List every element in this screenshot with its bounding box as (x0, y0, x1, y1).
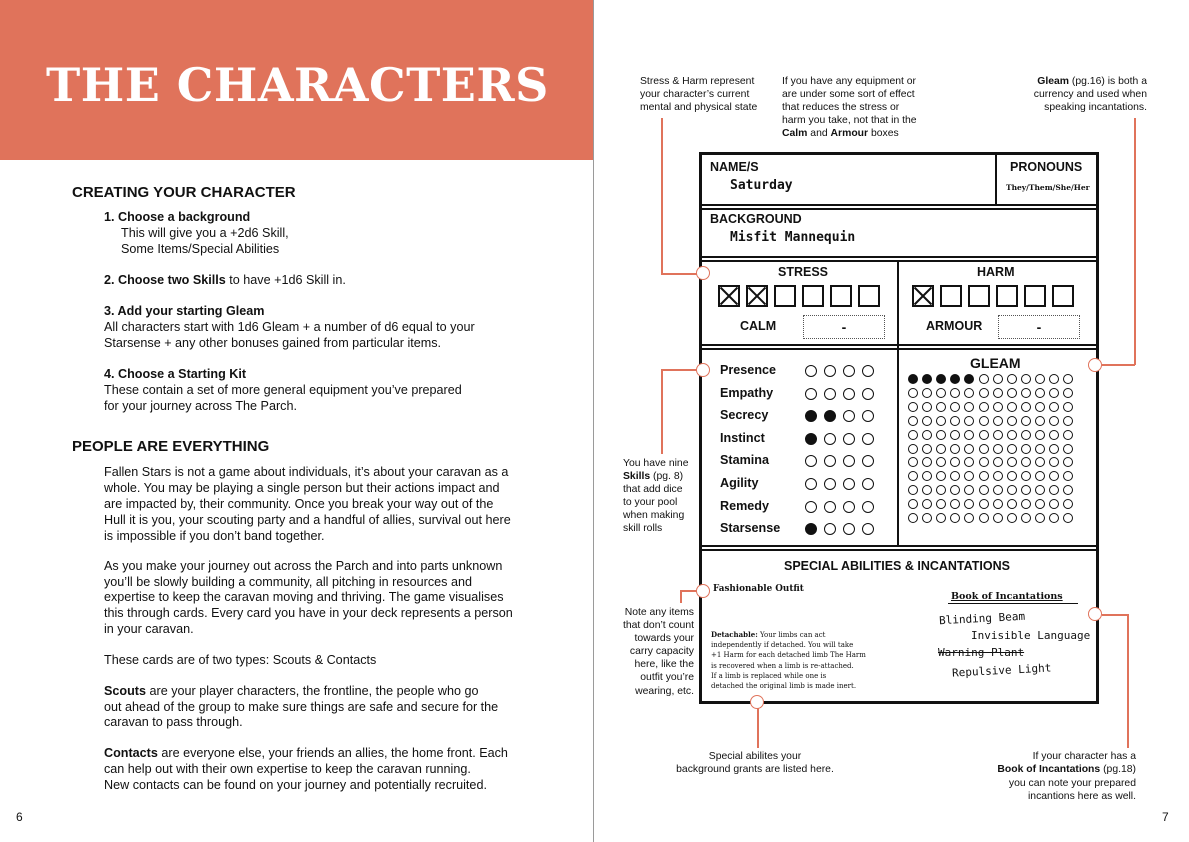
gleam-dot[interactable] (993, 388, 1003, 398)
gleam-dot[interactable] (1035, 444, 1045, 454)
annotation-line: Note any items (624, 607, 694, 618)
gleam-dot[interactable] (1007, 444, 1017, 454)
annotation-line: If you have any equipment or (782, 76, 917, 87)
gleam-dot[interactable] (993, 416, 1003, 426)
annotation-line: your character’s current (640, 89, 750, 100)
page-number-left: 6 (16, 810, 23, 824)
gleam-dot[interactable] (1035, 430, 1045, 440)
annotation-line: You have nine (623, 458, 689, 469)
skill-dot[interactable] (805, 365, 817, 377)
gleam-dot[interactable] (1063, 388, 1073, 398)
gleam-dot[interactable] (922, 444, 932, 454)
gleam-dot[interactable] (979, 457, 989, 467)
scouts-term: Scouts (104, 684, 146, 698)
armour-label: ARMOUR (926, 319, 983, 333)
step-4-line-1: These contain a set of more general equipment you’ve prepared (104, 383, 462, 397)
gleam-dot[interactable] (1007, 499, 1017, 509)
para-5-line: New contacts can be found on your journey and potentially recruited. (104, 778, 487, 792)
gleam-dot[interactable] (908, 388, 918, 398)
harm-box[interactable] (996, 285, 1018, 307)
annotation-text: (pg.18) (1100, 764, 1136, 775)
annotation-line: background grants are listed here. (676, 764, 834, 775)
gleam-dot[interactable] (993, 457, 1003, 467)
gleam-dot[interactable] (1007, 402, 1017, 412)
stress-box[interactable] (830, 285, 852, 307)
gleam-dot[interactable] (950, 430, 960, 440)
title-banner (0, 0, 593, 160)
skill-dot[interactable] (862, 433, 874, 445)
para-4-line (104, 684, 479, 700)
gleam-dot[interactable] (936, 416, 946, 426)
step-1-title: 1. Choose a background (104, 210, 251, 224)
para-1-line: Fallen Stars is not a game about individuals, it’s about your caravan as a (104, 465, 509, 479)
gleam-dot[interactable] (1049, 388, 1059, 398)
gleam-dot[interactable] (922, 416, 932, 426)
gleam-term: Gleam (1037, 76, 1070, 87)
detachable-term: Detachable: (711, 630, 758, 639)
gleam-dot[interactable] (993, 430, 1003, 440)
skill-dot[interactable] (824, 501, 836, 513)
gleam-dot[interactable] (1049, 444, 1059, 454)
skill-dot[interactable] (824, 365, 836, 377)
annotation-line: that reduces the stress or (782, 102, 900, 113)
detachable-text: Your limbs can act (757, 631, 826, 639)
gleam-dot[interactable] (1049, 374, 1059, 384)
skill-dot[interactable] (824, 478, 836, 490)
gleam-dot[interactable] (908, 402, 918, 412)
gleam-dot[interactable] (1007, 374, 1017, 384)
book-term: Book of Incantations (997, 764, 1101, 775)
gleam-dot[interactable] (1063, 402, 1073, 412)
gleam-dot[interactable] (1035, 499, 1045, 509)
skill-dot[interactable] (862, 501, 874, 513)
harm-box[interactable] (912, 285, 934, 307)
incantation-4: Repulsive Light (951, 661, 1052, 680)
para-5-line: can help out with their own expertise to keep the caravan running. (104, 762, 471, 776)
book-of-incantations-title: Book of Incantations (951, 591, 1063, 602)
gleam-dot[interactable] (1007, 471, 1017, 481)
gleam-dot[interactable] (950, 444, 960, 454)
skills-term: Skills (623, 471, 651, 482)
para-2-line: you’ll be slowly building a community, all pitching in resources and (104, 575, 472, 589)
annotation-line (782, 127, 899, 140)
annotation-line: harm you take, not that in the (782, 115, 917, 126)
detachable-ability (711, 630, 866, 691)
annotation-line: wearing, etc. (635, 686, 694, 697)
annotation-line: that add dice (623, 484, 683, 495)
gleam-dot[interactable] (1007, 430, 1017, 440)
gleam-dot[interactable] (964, 430, 974, 440)
harm-box[interactable] (1024, 285, 1046, 307)
gleam-dot[interactable] (936, 444, 946, 454)
gleam-dot[interactable] (1021, 388, 1031, 398)
callout-ring-gleam (1088, 358, 1102, 372)
annotation-line: to your pool (623, 497, 678, 508)
skill-dot[interactable] (862, 388, 874, 400)
annotation-line: incantions here as well. (1027, 791, 1136, 802)
para-4-line: caravan to pass through. (104, 715, 243, 729)
callout-ring-book (1088, 607, 1102, 621)
annotation-line: that don’t count (622, 620, 694, 631)
section-heading-creating: CREATING YOUR CHARACTER (72, 184, 296, 201)
gleam-dot[interactable] (1021, 444, 1031, 454)
annotation-line: skill rolls (623, 523, 663, 534)
armour-term: Armour (830, 128, 869, 139)
step-3-line-1: All characters start with 1d6 Gleam + a number of d6 equal to your (104, 320, 475, 334)
detachable-line: +1 Harm for each detached limb The Harm (711, 651, 866, 660)
detachable-line: independently if detached. You will take (711, 641, 854, 650)
skill-empathy: Empathy (720, 385, 774, 400)
para-2-line: As you make your journey out across the Parch and into parts unknown (104, 559, 503, 573)
gleam-dot[interactable] (1035, 388, 1045, 398)
harm-box[interactable] (968, 285, 990, 307)
skill-remedy: Remedy (720, 498, 769, 513)
section-heading-people: PEOPLE ARE EVERYTHING (72, 438, 270, 455)
gleam-dot[interactable] (1035, 402, 1045, 412)
step-3-line-2: Starsense + any other bonuses gained from particular items. (104, 336, 442, 350)
gleam-dot[interactable] (979, 499, 989, 509)
annotation-line: when making (623, 510, 685, 521)
outfit-item: Fashionable Outfit (713, 584, 804, 594)
gleam-dot[interactable] (908, 444, 918, 454)
gleam-dot[interactable] (922, 402, 932, 412)
gleam-dot[interactable] (1035, 513, 1045, 523)
annotation-text: and (807, 128, 831, 139)
gleam-dot[interactable] (993, 471, 1003, 481)
skill-dot[interactable] (843, 478, 855, 490)
incantation-1: Blinding Beam (938, 609, 1026, 628)
gleam-dot[interactable] (908, 430, 918, 440)
step-4-line-2: for your journey across The Parch. (104, 399, 297, 413)
annotation-line: mental and physical state (640, 102, 758, 113)
skill-instinct: Instinct (720, 430, 765, 445)
skill-dot[interactable] (805, 388, 817, 400)
gleam-dot[interactable] (979, 513, 989, 523)
harm-box[interactable] (940, 285, 962, 307)
gleam-dot[interactable] (979, 471, 989, 481)
background-value: Misfit Mannequin (730, 230, 856, 245)
gleam-dot[interactable] (936, 430, 946, 440)
skill-agility: Agility (720, 476, 759, 490)
step-1-line-1: This will give you a +2d6 Skill, (121, 226, 289, 240)
step-2 (104, 273, 346, 289)
gleam-dot[interactable] (1007, 513, 1017, 523)
annotation-text: (pg.16) is both a (1069, 76, 1147, 87)
gleam-dot[interactable] (908, 374, 918, 384)
gleam-dot[interactable] (936, 402, 946, 412)
stress-box[interactable] (858, 285, 880, 307)
gleam-dot[interactable] (993, 513, 1003, 523)
incantation-2: Invisible Language (971, 629, 1091, 642)
calm-label: CALM (740, 319, 777, 333)
pronouns-label: PRONOUNS (1010, 160, 1083, 174)
step-2-rest: to have +1d6 Skill in. (225, 273, 346, 287)
gleam-dot[interactable] (979, 416, 989, 426)
para-4-text: are your player characters, the frontline, the people who go (146, 684, 479, 698)
stress-box[interactable] (746, 285, 768, 307)
stress-label: STRESS (778, 265, 829, 279)
skill-dot[interactable] (843, 433, 855, 445)
skill-dot[interactable] (843, 501, 855, 513)
para-2-line: this through cards. Every card you have in your deck represents a person (104, 606, 513, 620)
skill-presence: Presence (720, 363, 777, 377)
gleam-dot[interactable] (950, 416, 960, 426)
annotation-line: carry capacity (629, 646, 694, 657)
gleam-dot[interactable] (993, 499, 1003, 509)
annotation-line: If your character has a (1032, 751, 1136, 762)
gleam-dot[interactable] (979, 388, 989, 398)
gleam-dot[interactable] (1049, 402, 1059, 412)
paragraph-3: These cards are of two types: Scouts & Contacts (104, 653, 377, 667)
gleam-dot[interactable] (922, 430, 932, 440)
annotation-text: (pg. 8) (650, 471, 684, 482)
step-3-title: 3. Add your starting Gleam (104, 304, 265, 318)
gleam-dot[interactable] (1063, 444, 1073, 454)
step-1-line-2: Some Items/Special Abilities (121, 242, 280, 256)
gleam-dot[interactable] (993, 402, 1003, 412)
stress-box[interactable] (774, 285, 796, 307)
annotation-text: boxes (868, 128, 899, 139)
annotation-line: here, like the (634, 659, 694, 670)
gleam-dot[interactable] (1021, 513, 1031, 523)
gleam-dot[interactable] (1035, 416, 1045, 426)
gleam-dot[interactable] (1035, 374, 1045, 384)
gleam-dot[interactable] (1063, 416, 1073, 426)
skill-dot[interactable] (843, 388, 855, 400)
gleam-dot[interactable] (1021, 374, 1031, 384)
callout-ring-skills (696, 363, 710, 377)
detachable-line (711, 630, 866, 640)
special-abilities-label: SPECIAL ABILITIES & INCANTATIONS (784, 559, 1010, 573)
gleam-dot[interactable] (1021, 430, 1031, 440)
left-page (0, 0, 594, 842)
gleam-dot[interactable] (993, 485, 1003, 495)
callout-ring-stress (696, 266, 710, 280)
incantation-3: Warning Plant (938, 646, 1025, 659)
para-4-line: out ahead of the group to make sure things are safe and secure for the (104, 700, 499, 714)
callout-ring-items (696, 584, 710, 598)
gleam-dot[interactable] (979, 374, 989, 384)
harm-label: HARM (977, 265, 1015, 279)
contacts-term: Contacts (104, 746, 158, 760)
gleam-dot[interactable] (1049, 416, 1059, 426)
gleam-label: GLEAM (970, 355, 1021, 371)
skill-dot[interactable] (824, 388, 836, 400)
para-5-line (104, 746, 508, 762)
gleam-dot[interactable] (1049, 430, 1059, 440)
para-2-line: in your caravan. (104, 622, 194, 636)
gleam-dot[interactable] (964, 444, 974, 454)
skill-starsense: Starsense (720, 521, 781, 536)
gleam-dot[interactable] (979, 485, 989, 495)
pronouns-value: They/Them/She/Her (1006, 183, 1090, 192)
skill-dot[interactable] (805, 501, 817, 513)
skill-dot[interactable] (862, 478, 874, 490)
stress-box[interactable] (718, 285, 740, 307)
skill-secrecy: Secrecy (720, 408, 769, 423)
armour-value[interactable]: - (998, 315, 1080, 339)
step-4-title: 4. Choose a Starting Kit (104, 367, 247, 381)
calm-term: Calm (782, 128, 808, 139)
gleam-dot[interactable] (993, 444, 1003, 454)
detachable-line: is recovered when a limb is re-attached. (711, 661, 854, 670)
skill-dot[interactable] (824, 433, 836, 445)
page-title: THE CHARACTERS (46, 58, 549, 112)
skill-dot[interactable] (805, 478, 817, 490)
para-1-line: Hull it is you, your scouting party and a handful of allies, survival out here (104, 513, 511, 527)
annotation-line: you can note your prepared (1008, 778, 1136, 789)
gleam-dot[interactable] (979, 402, 989, 412)
para-1-line: are impacted by, their community. Once you break your way out of the (104, 497, 494, 511)
annotation-line (997, 763, 1136, 776)
gleam-dot[interactable] (1007, 416, 1017, 426)
gleam-dot[interactable] (1049, 513, 1059, 523)
annotation-line: outfit you’re (640, 672, 694, 683)
annotation-line (1037, 75, 1147, 88)
gleam-dot[interactable] (1007, 388, 1017, 398)
gleam-dot[interactable] (908, 416, 918, 426)
gleam-dot[interactable] (1021, 402, 1031, 412)
para-5-text: are everyone else, your friends an allies, the home front. Each (157, 746, 508, 760)
name-label: NAME/S (710, 160, 759, 174)
gleam-dot[interactable] (979, 430, 989, 440)
background-label: BACKGROUND (710, 212, 802, 226)
gleam-dot[interactable] (922, 388, 932, 398)
annotation-line (623, 470, 683, 483)
harm-box[interactable] (1052, 285, 1074, 307)
gleam-dot[interactable] (1007, 485, 1017, 495)
callout-ring-special (750, 695, 764, 709)
annotation-line: towards your (634, 633, 694, 644)
skill-dot[interactable] (862, 365, 874, 377)
gleam-dot[interactable] (993, 374, 1003, 384)
skill-dot[interactable] (805, 433, 817, 445)
annotation-line: speaking incantations. (1044, 102, 1147, 113)
para-1-line: is impossible if you don’t band together. (104, 529, 325, 543)
annotation-line: Special abilites your (708, 751, 802, 762)
skill-stamina: Stamina (720, 453, 769, 468)
annotation-line: currency and used when (1033, 89, 1147, 100)
name-value: Saturday (730, 178, 793, 193)
gleam-dot[interactable] (908, 513, 918, 523)
annotation-line: are under some sort of effect (782, 89, 915, 100)
skill-dot[interactable] (843, 365, 855, 377)
step-2-title: 2. Choose two Skills (104, 273, 226, 287)
gleam-dot[interactable] (1021, 485, 1031, 495)
page-number-right: 7 (1162, 810, 1169, 824)
gleam-dot[interactable] (979, 444, 989, 454)
calm-value[interactable]: - (803, 315, 885, 339)
para-1-line: whole. You may be playing a single person but their actions impact and (104, 481, 500, 495)
para-2-line: expertise to keep the caravan moving and thriving. The game visualises (104, 590, 504, 604)
gleam-dot[interactable] (1063, 430, 1073, 440)
detachable-line: If a limb is replaced while one is (711, 671, 827, 680)
annotation-line: Stress & Harm represent (640, 76, 755, 87)
stress-box[interactable] (802, 285, 824, 307)
detachable-line: detached the original limb is made inert. (711, 682, 857, 691)
gleam-dot[interactable] (1021, 416, 1031, 426)
gleam-dot[interactable] (1021, 499, 1031, 509)
